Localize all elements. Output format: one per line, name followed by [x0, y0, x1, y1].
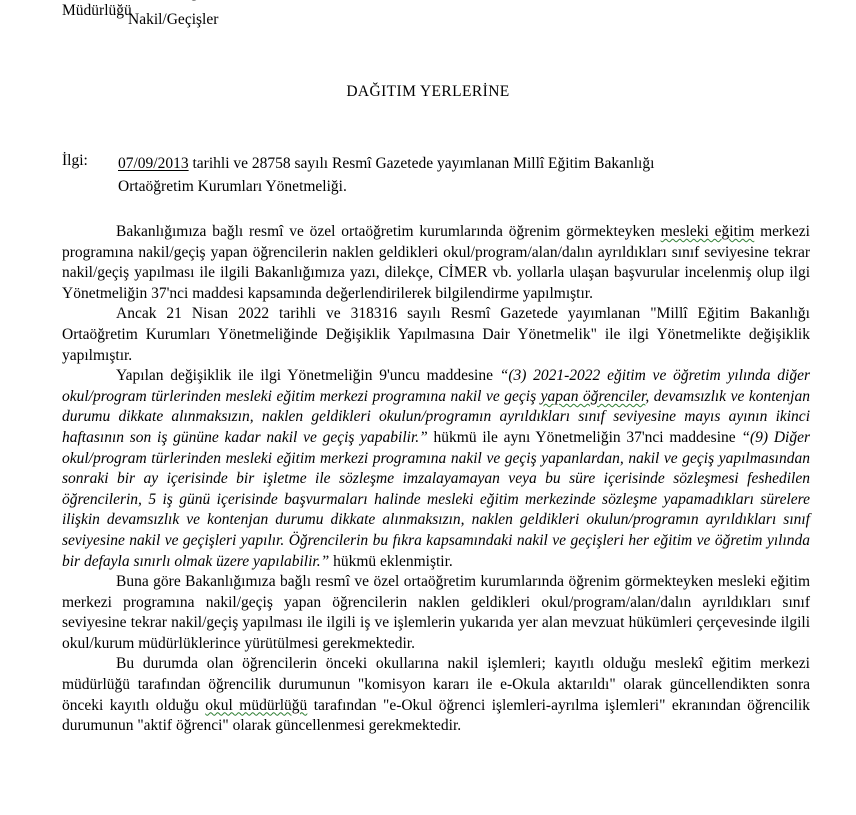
paragraph-3: Yapılan değişiklik ile ilgi Yönetmeliğin 9'uncu maddesine “(3) 2021-2022 eğitim ve öğretim yılında diğer okul/program türlerinden mesleki eğitim merkezi programına nakil ve geçiş yapan öğrenciler, devamsızlık ve kontenjan durumu dikkate alınmaksızın, naklen geldikleri okulun/programın ayrıldıkları sınıf seviyesine mayıs ayının ikinci haftasının son iş gününe kadar nakil ve geçiş yapabilir.” hükmü ile aynı Yönetmeliğin 37'nci maddesine “(9) Diğer okul/program türlerinden mesleki eğitim merkezi programına nakil ve geçiş yapanlardan, nakil ve geçiş yapılmasından sonraki bir ay içerisinde bir işletme ile sözleşme imzalayamayan veya bu süre içerisinde sözleşmesi feshedilen öğrencilerin, 5 iş günü içerisinde başvurmaları halinde mesleki eğitim merkezinde sözleşme yapamadıkları sürelere ilişkin devamsızlık ve kontenjan durumu dikkate alınmaksızın, naklen geldikleri okulun/programın ayrıldıkları sınıf seviyesine nakil ve geçişleri yapılır. Öğrencilerin bu fıkra kapsamındaki nakil ve geçişleri her eğitim ve öğretim yılında bir defayla sınırlı olmak üzere yapılabilir.” hükmü eklenmiştir.: [62, 367, 810, 570]
page-title: DAĞITIM YERLERİNE: [346, 83, 510, 100]
paragraph-1: Bakanlığımıza bağlı resmî ve özel ortaöğretim kurumlarında öğrenim görmekteyken mesleki eğitim merkezi programına nakil/geçiş yapan öğrencilerin naklen geldikleri okul/program/alan/dalın ayrıldıkları sınıf seviyesine tekrar nakil/geçiş yapılması ile ilgili Bakanlığımıza yazı, dilekçe, CİMER vb. yollarla ulaşan başvurular incelenmiş olup ilgi Yönetmeliğin 37'nci maddesi kapsamında değerlendirilerek bilgilendirme yapılmıştır.: [62, 223, 810, 302]
subject-line: Nakil/Geçişler: [128, 11, 219, 28]
ilgi-reference: [118, 152, 758, 198]
paragraph-5: Bu durumda olan öğrencilerin önceki okullarına nakil işlemleri; kayıtlı olduğu meslekî eğitim merkezi müdürlüğü tarafından öğrencilik durumunun "komisyon kararı ile e-Okula aktarıldı" olarak güncellendikten sonra önceki kayıtlı olduğu okul müdürlüğü tarafından "e-Okul öğrenci işlemleri-ayrılma işlemleri" ekranından öğrencilik durumunun "aktif öğrenci" olarak güncellenmesi gerekmektedir.: [62, 655, 810, 735]
cut-header-line: Müdürlüğü: [62, 2, 132, 19]
paragraph-2: Ancak 21 Nisan 2022 tarihli ve 318316 sayılı Resmî Gazetede yayımlanan "Millî Eğitim Bakanlığı Ortaöğretim Kurumları Yönetmeliğinde Değişiklik Yapılmasına Dair Yönetmelik" ile ilgi Yönetmelikte değişiklik yapılmıştır.: [62, 305, 810, 364]
paragraph-4: Buna göre Bakanlığımıza bağlı resmî ve özel ortaöğretim kurumlarında öğrenim görmekteyken mesleki eğitim merkezi programına nakil/geçiş yapan öğrencilerin naklen geldikleri okul/program/alan/dalın ayrıldıkları sınıf seviyesine tekrar nakil/geçiş yapılması ile ilgili iş ve işlemlerin yukarıda yer alan mevzuat hükümleri çerçevesinde ilgili okul/kurum müdürlüklerince yürütülmesi gerekmektedir.: [62, 573, 810, 652]
ilgi-text-2: Ortaöğretim Kurumları Yönetmeliği.: [118, 178, 347, 195]
document-body: [62, 222, 810, 737]
ilgi-label: İlgi:: [62, 152, 88, 169]
ilgi-text-1: tarihli ve 28758 sayılı Resmî Gazetede yayımlanan Millî Eğitim Bakanlığı: [188, 155, 655, 172]
ilgi-date: 07/09/2013: [118, 155, 189, 172]
